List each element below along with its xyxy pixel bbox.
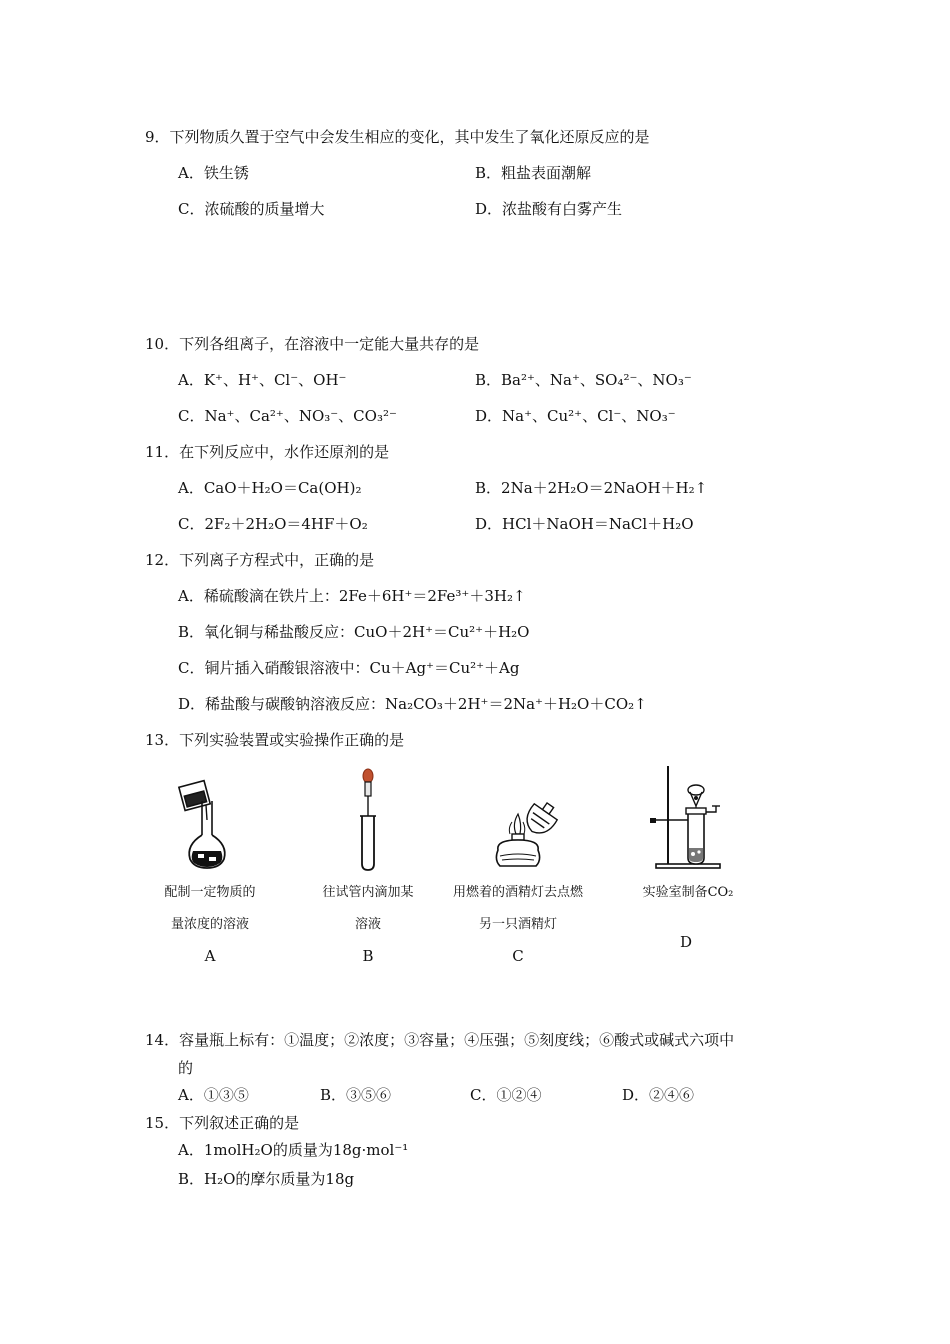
- q12-option-d: D．稀盐酸与碳酸钠溶液反应：Na₂CO₃＋2H⁺＝2Na⁺＋H₂O＋CO₂↑: [178, 695, 647, 713]
- q14-option-d: D．②④⑥: [622, 1086, 695, 1104]
- q9-option-a: A．铁生锈: [178, 164, 249, 182]
- co2-apparatus-figure: [648, 762, 728, 872]
- q13-stem: 13．下列实验装置或实验操作正确的是: [145, 731, 405, 749]
- dropper-test-tube-figure: [354, 768, 384, 874]
- q10-option-c: C．Na⁺、Ca²⁺、NO₃⁻、CO₃²⁻: [178, 407, 397, 425]
- q14-stem-line2: 的: [178, 1059, 194, 1077]
- figure-b-label: B: [362, 947, 374, 965]
- q11-stem: 11．在下列反应中，水作还原剂的是: [145, 443, 390, 461]
- figure-c-caption-line2: 另一只酒精灯: [478, 917, 557, 932]
- q11-option-b: B．2Na＋2H₂O＝2NaOH＋H₂↑: [475, 479, 708, 497]
- q11-option-c: C．2F₂＋2H₂O＝4HF＋O₂: [178, 515, 368, 533]
- figure-b-caption-line1: 往试管内滴加某: [322, 885, 414, 900]
- figure-c-caption-line1: 用燃着的酒精灯去点燃: [452, 885, 583, 900]
- q10-option-d: D．Na⁺、Cu²⁺、Cl⁻、NO₃⁻: [475, 407, 676, 425]
- figure-d-caption: 实验室制备CO₂: [642, 885, 734, 900]
- figure-d-label: D: [679, 933, 693, 951]
- figure-a-label: A: [204, 947, 216, 965]
- q9-stem: 9．下列物质久置于空气中会发生相应的变化，其中发生了氧化还原反应的是: [145, 128, 650, 146]
- q11-option-d: D．HCl＋NaOH＝NaCl＋H₂O: [475, 515, 694, 533]
- alcohol-lamps-figure: [488, 800, 564, 872]
- q12-option-c: C．铜片插入硝酸银溶液中：Cu＋Ag⁺＝Cu²⁺＋Ag: [178, 659, 520, 677]
- q9-option-c: C．浓硫酸的质量增大: [178, 200, 325, 218]
- q12-option-a: A．稀硫酸滴在铁片上：2Fe＋6H⁺＝2Fe³⁺＋3H₂↑: [178, 587, 526, 605]
- q14-stem-line1: 14．容量瓶上标有：①温度；②浓度；③容量；④压强；⑤刻度线；⑥酸式或碱式六项中: [145, 1031, 735, 1049]
- q10-stem: 10．下列各组离子，在溶液中一定能大量共存的是: [145, 335, 480, 353]
- figure-a-caption-line1: 配制一定物质的: [164, 885, 256, 900]
- figure-b-caption-line2: 溶液: [354, 917, 381, 932]
- q14-option-c: C．①②④: [470, 1086, 542, 1104]
- q10-option-a: A．K⁺、H⁺、Cl⁻、OH⁻: [178, 371, 347, 389]
- volumetric-flask-figure: [172, 775, 238, 873]
- q11-option-a: A．CaO＋H₂O＝Ca(OH)₂: [178, 479, 362, 497]
- q14-option-a: A．①③⑤: [178, 1086, 249, 1104]
- q15-option-a: A．1molH₂O的质量为18g·mol⁻¹: [178, 1141, 409, 1159]
- figure-a-caption-line2: 量浓度的溶液: [170, 917, 249, 932]
- figure-c-label: C: [512, 947, 524, 965]
- q12-option-b: B．氧化铜与稀盐酸反应：CuO＋2H⁺＝Cu²⁺＋H₂O: [178, 623, 530, 641]
- q14-option-b: B．③⑤⑥: [320, 1086, 392, 1104]
- q15-option-b: B．H₂O的摩尔质量为18g: [178, 1170, 355, 1188]
- q9-option-d: D．浓盐酸有白雾产生: [475, 200, 623, 218]
- q10-option-b: B．Ba²⁺、Na⁺、SO₄²⁻、NO₃⁻: [475, 371, 692, 389]
- q9-option-b: B．粗盐表面潮解: [475, 164, 592, 182]
- q15-stem: 15．下列叙述正确的是: [145, 1114, 300, 1132]
- q12-stem: 12．下列离子方程式中，正确的是: [145, 551, 375, 569]
